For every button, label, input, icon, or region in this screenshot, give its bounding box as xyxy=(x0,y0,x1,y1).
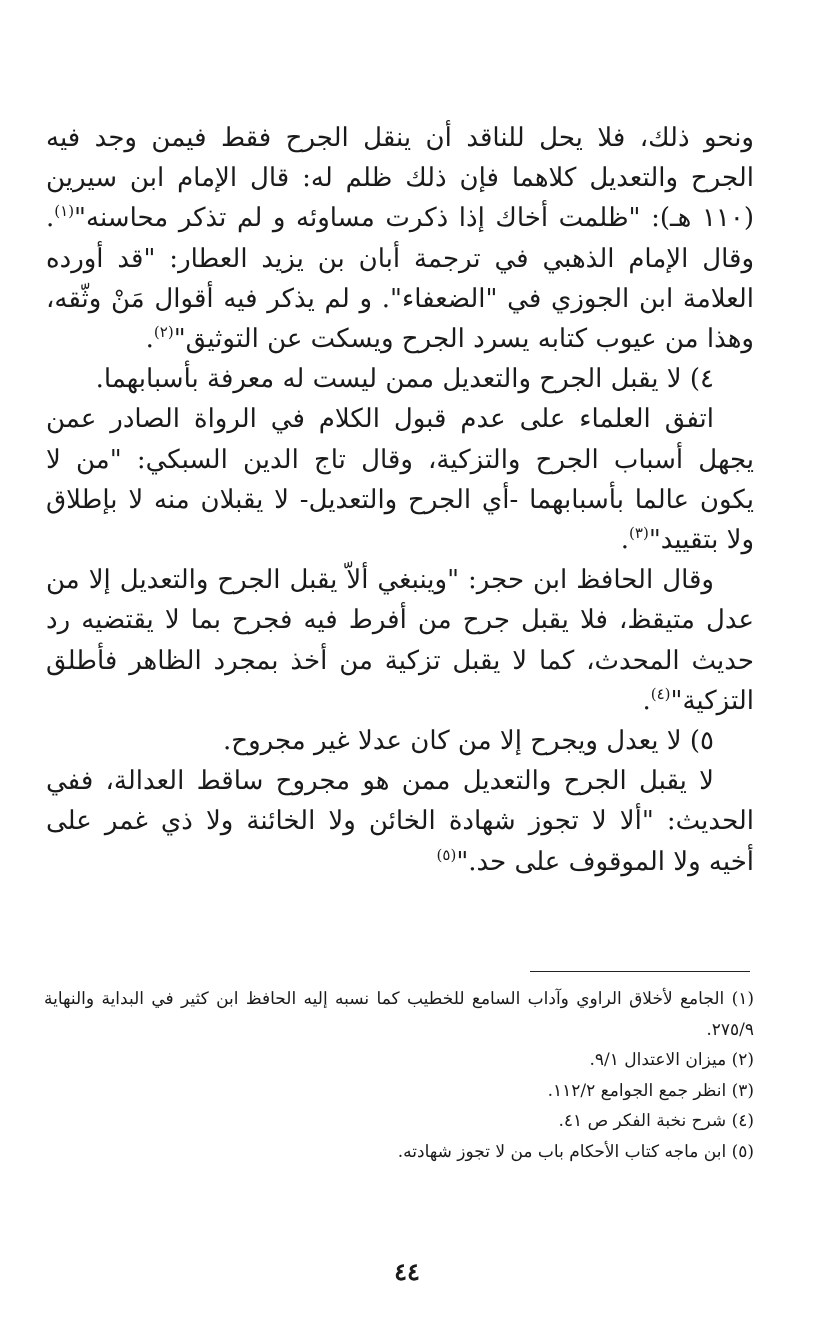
footnote-ref-2[interactable]: (٢) xyxy=(153,323,174,342)
footnote-5: (٥) ابن ماجه كتاب الأحكام باب من لا تجوز شهادته. xyxy=(397,1141,754,1162)
paragraph-4 xyxy=(46,761,754,882)
footnote-3: (٣) انظر جمع الجوامع ١١٢/٢. xyxy=(547,1080,754,1101)
paragraph-1 xyxy=(46,118,754,359)
footnote-ref-5[interactable]: (٥) xyxy=(436,845,457,864)
footnote-ref-3[interactable]: (٣) xyxy=(629,524,649,543)
paragraph-2-end: . xyxy=(620,525,630,556)
paragraph-1-continued: . وقال الإمام الذهبي في ترجمة أبان بن يزيد العطار: "قد أورده العلامة ابن الجوزي في "الضعفاء". و لم يذكر فيه أقوال مَنْ وثّقه، وهذا من عيوب كتابه يسرد الجرح ويسكت عن التوثيق" xyxy=(46,203,754,355)
footnote-2: (٢) ميزان الاعتدال ٩/١. xyxy=(589,1050,754,1070)
footnote-ref-4[interactable]: (٤) xyxy=(650,684,671,703)
paragraph-3 xyxy=(46,560,754,721)
main-text xyxy=(46,118,754,882)
paragraph-2-text: اتفق العلماء على عدم قبول الكلام في الرواة الصادر عمن يجهل أسباب الجرح والتزكية، وقال تاج الدين السبكي: "من لا يكون عالما بأسبابهما -أي الجرح والتعديل- لا يقبلان منه لا بإطلاق ولا بتقييد" xyxy=(46,404,754,556)
heading-rule-4: ٤) لا يقبل الجرح والتعديل ممن ليست له معرفة بأسبابهما. xyxy=(95,364,714,395)
paragraph-2 xyxy=(46,399,754,560)
paragraph-3-end: . xyxy=(642,685,651,716)
paragraph-1-text: ونحو ذلك، فلا يحل للناقد أن ينقل الجرح فقط فيمن وجد فيه الجرح والتعديل كلاهما فإن ذلك ظلم له: قال الإمام ابن سيرين (١١٠ هـ): "ظلمت أخاك إذا ذكرت مساوئه و لم تذكر محاسنه" xyxy=(46,123,754,234)
paragraph-4-text: لا يقبل الجرح والتعديل ممن هو مجروح ساقط العدالة، ففي الحديث: "ألا لا تجوز شهادة الخائن ولا الخائنة ولا ذي غمر على أخيه ولا الموقوف على حد." xyxy=(46,766,754,877)
footnote-4: (٤) شرح نخبة الفكر ص ٤١. xyxy=(558,1111,754,1131)
footnotes-section xyxy=(44,984,754,1167)
paragraph-1-end: . xyxy=(145,324,154,355)
footnote-1: (١) الجامع لأخلاق الراوي وآداب السامع للخطيب كما نسبه إليه الحافظ ابن كثير في البداية والنهاية ٢٧٥/٩. xyxy=(44,989,754,1040)
footnote-divider xyxy=(530,971,750,972)
heading-rule-5: ٥) لا يعدل ويجرح إلا من كان عدلا غير مجروح. xyxy=(223,726,714,757)
paragraph-3-text: وقال الحافظ ابن حجر: "وينبغي ألاّ يقبل الجرح والتعديل إلا من عدل متيقظ، فلا يقبل جرح من أفرط فيه فجرح بما لا يقتضيه رد حديث المحدث، كما لا يقبل تزكية من أخذ بمجرد الظاهر فأطلق التزكية" xyxy=(46,565,754,716)
footnote-ref-1[interactable]: (١) xyxy=(54,202,75,221)
page-number: ٤٤ xyxy=(394,1257,420,1286)
